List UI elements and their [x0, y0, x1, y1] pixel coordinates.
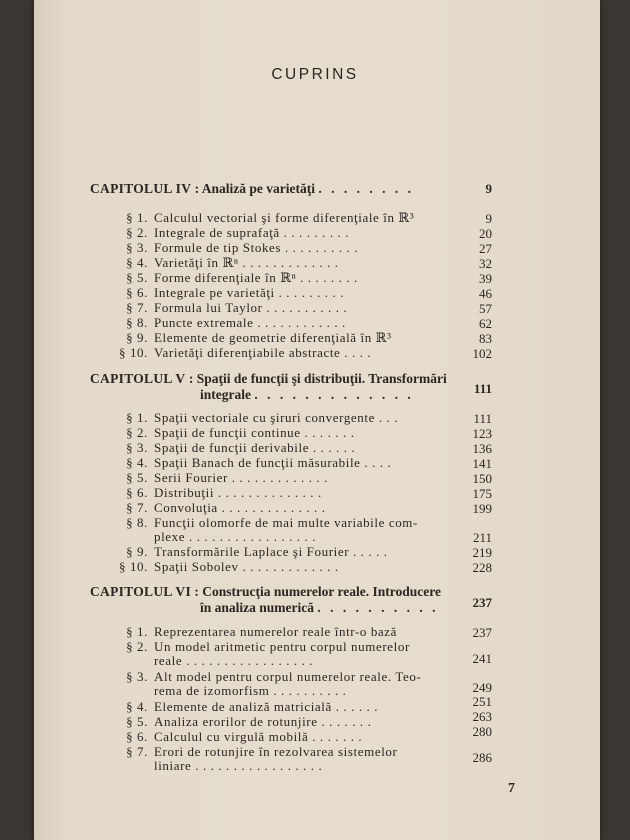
toc-entry: § 4. Elemente de analiză matricială . . . . . . [126, 699, 379, 714]
toc-entry-page: 263 [472, 709, 492, 724]
toc-entry-page: 39 [479, 271, 492, 286]
toc-entry-page: 111 [473, 411, 492, 426]
chapter-page: 9 [485, 181, 492, 196]
chapter-title: Analiză pe varietăţi [201, 181, 316, 196]
page-number: 7 [508, 781, 515, 796]
toc-entry-page: 102 [472, 346, 492, 361]
toc-entry: § 8. Funcţii olomorfe de mai multe variabile com- plexe . . . . . . . . . . . . . . . . . [126, 515, 418, 544]
toc-entry: § 2. Spaţii de funcţii continue . . . . . . . [126, 425, 355, 440]
toc-entry-page: 249 [472, 680, 492, 695]
toc-entry-page: 251 [472, 694, 492, 709]
toc-entry-page: 136 [472, 441, 492, 456]
toc-entry: § 6. Distribuţii . . . . . . . . . . . . . . [126, 485, 322, 500]
toc-entry: § 10. Spaţii Sobolev . . . . . . . . . . . . . [119, 559, 339, 574]
toc-entry: § 3. Spaţii de funcţii derivabile . . . . . . [126, 440, 356, 455]
toc-entry-page: 62 [479, 316, 492, 331]
chapter-heading: CAPITOLUL IV : Analiză pe varietăţi . . . . . . . . [90, 181, 415, 196]
toc-entry-page: 286 [472, 750, 492, 765]
chapter-title-line2: în analiza numerică [200, 600, 314, 615]
toc-entry-page: 280 [472, 724, 492, 739]
chapter-label: CAPITOLUL IV [90, 181, 192, 196]
toc-entry: § 7. Formula lui Taylor . . . . . . . . . . . [126, 300, 348, 315]
chapter-page: 111 [473, 381, 492, 396]
toc-entry: § 8. Puncte extremale . . . . . . . . . . . . [126, 315, 346, 330]
toc-entry-page: 241 [472, 651, 492, 666]
chapter-label: CAPITOLUL V [90, 371, 186, 386]
chapter-page: 237 [472, 595, 492, 610]
toc-entry: § 4. Varietăţi în ℝⁿ . . . . . . . . . . . . . [126, 255, 339, 270]
toc-entry: § 4. Spaţii Banach de funcţii măsurabile . . . . [126, 455, 392, 470]
toc-entry: § 5. Forme diferenţiale în ℝⁿ . . . . . . . . [126, 270, 358, 285]
toc-entry-page: 228 [472, 560, 492, 575]
toc-entry: § 6. Calculul cu virgulă mobilă . . . . . . . [126, 729, 363, 744]
toc-entry-page: 57 [479, 301, 492, 316]
toc-entry: § 5. Serii Fourier . . . . . . . . . . . . . [126, 470, 328, 485]
toc-entry: § 1. Calculul vectorial şi forme diferenţiale în ℝ³ [126, 210, 415, 225]
toc-entry-page: 199 [472, 501, 492, 516]
toc-entry-page: 150 [472, 471, 492, 486]
toc-entry-page: 9 [485, 211, 492, 226]
toc-entry-page: 211 [472, 530, 492, 545]
toc-entry-page: 32 [479, 256, 492, 271]
chapter-heading: CAPITOLUL V : Spaţii de funcţii şi distribuţii. Transformări integrale . . . . . . . . . . . . . [90, 371, 447, 402]
toc-entry: § 3. Formule de tip Stokes . . . . . . . . . . [126, 240, 359, 255]
toc-entry-page: 175 [472, 486, 492, 501]
toc-entry: § 5. Analiza erorilor de rotunjire . . . . . . . [126, 714, 372, 729]
chapter-heading: CAPITOLUL VI : Construcţia numerelor reale. Introducere în analiza numerică . . . . . . . . . . [90, 584, 441, 615]
toc-entry-page: 141 [472, 456, 492, 471]
toc-entry-page: 237 [472, 625, 492, 640]
chapter-label: CAPITOLUL VI [90, 584, 192, 599]
toc-entry-page: 123 [472, 426, 492, 441]
toc-entry: § 7. Convoluţia . . . . . . . . . . . . . . [126, 500, 326, 515]
chapter-title-line1: Construcţia numerelor reale. Introducere [202, 584, 441, 599]
toc-entry-page: 27 [479, 241, 492, 256]
toc-entry-page: 46 [479, 286, 492, 301]
toc-entry-page: 219 [472, 545, 492, 560]
toc-entry: § 3. Alt model pentru corpul numerelor reale. Teo- rema de izomorfism . . . . . . . . . . [126, 669, 422, 698]
toc-entry: § 9. Elemente de geometrie diferenţială în ℝ³ [126, 330, 392, 345]
toc-entry-page: 83 [479, 331, 492, 346]
page-title: CUPRINS [271, 66, 359, 83]
toc-entry: § 1. Spaţii vectoriale cu şiruri convergente . . . [126, 410, 399, 425]
toc-entry: § 2. Integrale de suprafaţă . . . . . . . . . [126, 225, 350, 240]
toc-entry-page: 20 [479, 226, 492, 241]
toc-entry: § 9. Transformările Laplace şi Fourier . . . . . [126, 544, 388, 559]
toc-entry: § 7. Erori de rotunjire în rezolvarea sistemelor liniare . . . . . . . . . . . . . . . . . [126, 744, 398, 773]
toc-entry: § 6. Integrale pe varietăţi . . . . . . . . . [126, 285, 345, 300]
chapter-title-line1: Spaţii de funcţii şi distribuţii. Transformări [196, 371, 447, 386]
toc-entry: § 2. Un model aritmetic pentru corpul numerelor reale . . . . . . . . . . . . . . . . . [126, 639, 410, 668]
chapter-title-line2: integrale [200, 387, 251, 402]
toc-entry: § 1. Reprezentarea numerelor reale într-o bază [126, 624, 398, 639]
toc-entry: § 10. Varietăţi diferenţiabile abstracte . . . . [119, 345, 372, 360]
